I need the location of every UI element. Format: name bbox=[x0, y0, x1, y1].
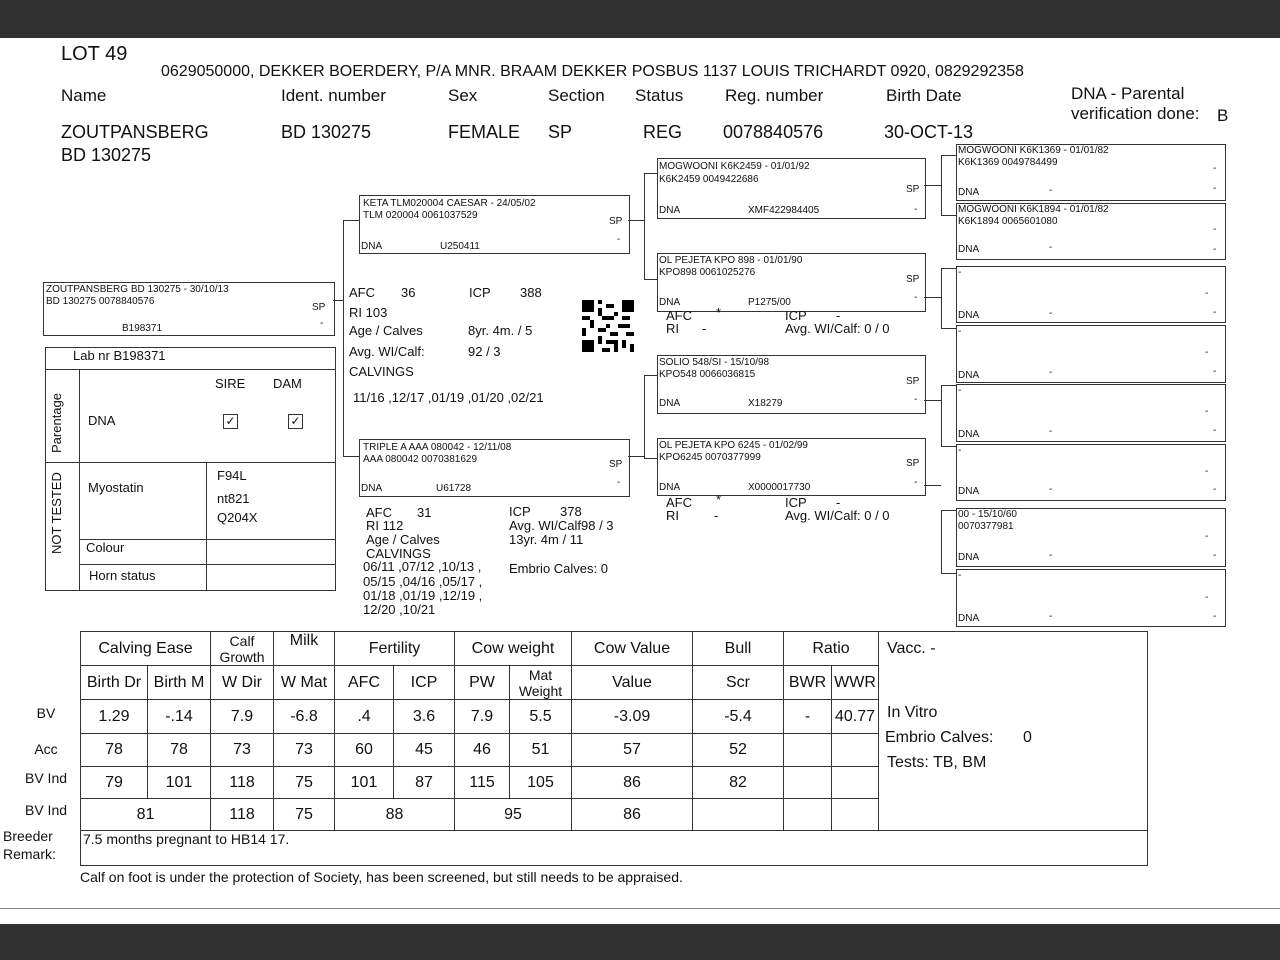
acc-cell: 78 bbox=[81, 734, 148, 767]
dam-age-value: 13yr. 4m / 11 bbox=[509, 532, 584, 547]
lab-sire-header: SIRE bbox=[215, 376, 246, 391]
gp2-afc-value: * bbox=[716, 492, 722, 507]
acc-cell: 60 bbox=[335, 734, 394, 767]
row-label-acc: Acc bbox=[34, 741, 58, 757]
pedigree-line bbox=[941, 446, 956, 447]
side-panel bbox=[878, 631, 1148, 832]
gp2-afc-label: AFC bbox=[666, 495, 692, 510]
pedigree-line bbox=[941, 385, 942, 446]
acc-cell: 73 bbox=[211, 734, 274, 767]
embrio-calves-label: Embrio Calves: bbox=[885, 729, 994, 746]
pedigree-line bbox=[941, 573, 956, 574]
group-cow-value: Cow Value bbox=[572, 632, 693, 666]
header-reg: Reg. number bbox=[725, 86, 824, 105]
in-vitro: In Vitro bbox=[887, 704, 938, 721]
pedigree-line bbox=[644, 173, 657, 174]
ggp-dash: - bbox=[1205, 531, 1209, 542]
pedigree-line bbox=[644, 375, 657, 376]
gp-line1: OL PEJETA KPO 898 - 01/01/90 bbox=[659, 255, 803, 266]
ggp-dash: - bbox=[1213, 224, 1217, 235]
pedigree-line bbox=[333, 300, 343, 301]
gp-dash: - bbox=[914, 292, 918, 303]
colour-label: Colour bbox=[86, 540, 125, 555]
ind2-cell: 95 bbox=[455, 799, 572, 831]
pedigree-line bbox=[644, 458, 657, 459]
ggp-dash: - bbox=[1205, 466, 1209, 477]
ind2-cell: 86 bbox=[572, 799, 693, 831]
gp-sp: SP bbox=[906, 274, 920, 285]
pedigree-line bbox=[343, 456, 359, 457]
group-calving-ease: Calving Ease bbox=[81, 632, 211, 666]
pedigree-line bbox=[924, 297, 941, 298]
gp-sp: SP bbox=[906, 376, 920, 387]
col-w-dir: W Dir bbox=[211, 666, 274, 700]
sire-dna-checkbox: ✓ bbox=[223, 414, 238, 429]
divider bbox=[45, 369, 335, 370]
gp1-ri-label: RI bbox=[666, 321, 679, 336]
ggp-dash: - bbox=[1213, 550, 1217, 561]
grandparent-box bbox=[657, 253, 926, 312]
subject-box bbox=[43, 282, 335, 336]
dam-afc-label: AFC bbox=[366, 505, 392, 520]
owner-line: 0629050000, DEKKER BOERDERY, P/A MNR. BRAAM DEKKER POSBUS 1137 LOUIS TRICHARDT 0920, 0829292358 bbox=[161, 63, 1024, 80]
subject-dash: - bbox=[320, 318, 324, 329]
gp-dash: - bbox=[914, 394, 918, 405]
pedigree-line bbox=[941, 510, 956, 511]
sire-line1: KETA TLM020004 CAESAR - 24/05/02 bbox=[363, 198, 536, 209]
ggp-dna: DNA bbox=[958, 429, 980, 440]
gp1-afc-value: * bbox=[716, 305, 722, 320]
dam-calvings-label: CALVINGS bbox=[366, 546, 431, 561]
pedigree-line bbox=[644, 173, 645, 279]
divider bbox=[79, 564, 335, 565]
subject-line2: BD 130275 0078840576 bbox=[46, 296, 155, 307]
dam-line1: TRIPLE A AAA 080042 - 12/11/08 bbox=[363, 442, 512, 453]
footer-note: Calf on foot is under the protection of Society, has been screened, but still needs to be appraised. bbox=[80, 869, 683, 885]
header-name: Name bbox=[61, 86, 107, 105]
gp-line1: OL PEJETA KPO 6245 - 01/02/99 bbox=[659, 440, 808, 451]
myostatin-label: Myostatin bbox=[88, 480, 144, 495]
breeder-remark: 7.5 months pregnant to HB14 17. bbox=[83, 831, 290, 847]
col-scr: Scr bbox=[693, 666, 784, 700]
lab-dam-header: DAM bbox=[273, 376, 302, 391]
gp-line2: KPO898 0061025276 bbox=[659, 267, 756, 278]
ggp-dna: DNA bbox=[958, 187, 980, 198]
col-afc: AFC bbox=[335, 666, 394, 700]
ind2-cell bbox=[693, 799, 784, 831]
acc-cell: 78 bbox=[148, 734, 211, 767]
dam-dash: - bbox=[617, 477, 621, 488]
ggp-dash: - bbox=[1213, 484, 1217, 495]
header-dna-parental: DNA - Parental bbox=[1071, 84, 1185, 103]
col-icp: ICP bbox=[394, 666, 455, 700]
animal-name-2: BD 130275 bbox=[61, 145, 152, 165]
dam-dna-label: DNA bbox=[361, 483, 383, 494]
bv-cell: 3.6 bbox=[394, 700, 455, 734]
pedigree-line bbox=[941, 328, 956, 329]
ind-cell: 86 bbox=[572, 767, 693, 799]
dam-afc-value: 31 bbox=[417, 505, 432, 520]
pedigree-line bbox=[941, 510, 942, 573]
pedigree-line bbox=[941, 155, 956, 156]
ggp-dna: DNA bbox=[958, 370, 980, 381]
group-ratio: Ratio bbox=[784, 632, 879, 666]
ind2-cell bbox=[784, 799, 832, 831]
ggp-line1: - bbox=[958, 385, 962, 396]
ggp-dash: - bbox=[1205, 406, 1209, 417]
ggp-line2: K6K1369 0049784499 bbox=[958, 157, 1058, 168]
pedigree-line bbox=[941, 215, 956, 216]
gp1-afc-label: AFC bbox=[666, 308, 692, 323]
great-grandparent-box bbox=[956, 444, 1226, 501]
ggp-line1: MOGWOONI K6K1894 - 01/01/82 bbox=[958, 204, 1109, 215]
embrio-calves-value: 0 bbox=[1023, 729, 1032, 746]
ggp-dash: - bbox=[1049, 550, 1053, 561]
dam-icp-value: 378 bbox=[560, 504, 582, 519]
gp1-wi-calf: Avg. WI/Calf: 0 / 0 bbox=[785, 321, 890, 336]
ind2-cell: 88 bbox=[335, 799, 455, 831]
ind-cell: 101 bbox=[148, 767, 211, 799]
col-birth-dr: Birth Dr bbox=[81, 666, 148, 700]
bv-cell: 7.9 bbox=[211, 700, 274, 734]
ind-cell: 75 bbox=[274, 767, 335, 799]
dam-age-label: Age / Calves bbox=[366, 532, 440, 547]
wi-calf-value: 92 / 3 bbox=[468, 344, 501, 359]
group-fertility: Fertility bbox=[335, 632, 455, 666]
row-label-bv: BV bbox=[36, 705, 56, 721]
qr-code-icon bbox=[582, 300, 634, 352]
gp-dna-label: DNA bbox=[659, 205, 681, 216]
grandparent-box bbox=[657, 158, 926, 219]
header-birth: Birth Date bbox=[886, 86, 962, 105]
bv-cell: -3.09 bbox=[572, 700, 693, 734]
breeding-values-table bbox=[80, 631, 879, 831]
ggp-dash: - bbox=[1205, 288, 1209, 299]
col-pw: PW bbox=[455, 666, 510, 700]
divider bbox=[45, 462, 335, 463]
sire-dna: U250411 bbox=[440, 241, 480, 252]
sire-dash: - bbox=[617, 234, 621, 245]
animal-reg: 0078840576 bbox=[723, 122, 824, 142]
gp-dna: X18279 bbox=[748, 398, 783, 409]
bv-cell: .4 bbox=[335, 700, 394, 734]
gp1-icp-value: - bbox=[836, 308, 841, 323]
parentage-label: Parentage bbox=[49, 393, 64, 453]
sire-dna-label: DNA bbox=[361, 241, 383, 252]
animal-ident: BD 130275 bbox=[281, 122, 372, 142]
afc-label: AFC bbox=[349, 285, 375, 300]
subject-line1: ZOUTPANSBERG BD 130275 - 30/10/13 bbox=[46, 284, 229, 295]
dam-calvings-4: 12/20 ,10/21 bbox=[363, 602, 436, 617]
great-grandparent-box bbox=[956, 384, 1226, 442]
ind-cell: 101 bbox=[335, 767, 394, 799]
subject-sp: SP bbox=[312, 302, 326, 313]
ggp-line2: K6K1894 0065601080 bbox=[958, 216, 1058, 227]
ind-cell: 79 bbox=[81, 767, 148, 799]
col-mat-weight: Mat Weight bbox=[510, 666, 572, 700]
dam-calvings-3: 01/18 ,01/19 ,12/19 , bbox=[363, 588, 483, 603]
pedigree-line bbox=[644, 375, 645, 459]
ind-cell bbox=[784, 767, 832, 799]
col-birth-m: Birth M bbox=[148, 666, 211, 700]
gp-sp: SP bbox=[906, 184, 920, 195]
myostatin-f94l: F94L bbox=[217, 468, 247, 483]
remark-label: Remark: bbox=[3, 846, 56, 862]
gp-dash: - bbox=[914, 477, 918, 488]
divider bbox=[206, 462, 207, 590]
bv-cell: -5.4 bbox=[693, 700, 784, 734]
dam-box bbox=[359, 439, 630, 497]
lab-number: Lab nr B198371 bbox=[73, 348, 166, 363]
breeder-label: Breeder bbox=[3, 828, 53, 844]
bv-cell: 1.29 bbox=[81, 700, 148, 734]
calvings-value: 11/16 ,12/17 ,01/19 ,01/20 ,02/21 bbox=[353, 390, 544, 405]
ggp-dash: - bbox=[1049, 611, 1053, 622]
bottom-divider bbox=[0, 908, 1280, 909]
great-grandparent-box bbox=[956, 569, 1226, 627]
remark-box bbox=[80, 830, 1148, 866]
acc-cell: 45 bbox=[394, 734, 455, 767]
col-value: Value bbox=[572, 666, 693, 700]
age-calves-value: 8yr. 4m. / 5 bbox=[468, 323, 533, 338]
gp-line2: KPO6245 0070377999 bbox=[659, 452, 761, 463]
icp-value: 388 bbox=[520, 285, 542, 300]
ggp-dash: - bbox=[1049, 484, 1053, 495]
gp2-icp-label: ICP bbox=[785, 495, 807, 510]
calvings-label: CALVINGS bbox=[349, 364, 414, 379]
ind-cell: 82 bbox=[693, 767, 784, 799]
sire-box bbox=[359, 195, 630, 254]
ind-cell: 115 bbox=[455, 767, 510, 799]
gp-dna-label: DNA bbox=[659, 398, 681, 409]
ind2-cell: 75 bbox=[274, 799, 335, 831]
pedigree-line bbox=[343, 220, 344, 456]
pedigree-line bbox=[941, 268, 956, 269]
acc-cell: 73 bbox=[274, 734, 335, 767]
myostatin-q204x: Q204X bbox=[217, 510, 258, 525]
ggp-line2: 0070377981 bbox=[958, 521, 1014, 532]
ggp-dash: - bbox=[1205, 592, 1209, 603]
ri-value: RI 103 bbox=[349, 305, 388, 320]
grandparent-box bbox=[657, 438, 926, 496]
ggp-dna: DNA bbox=[958, 244, 980, 255]
ggp-dash: - bbox=[1213, 366, 1217, 377]
gp-dna: P1275/00 bbox=[748, 297, 791, 308]
ggp-line1: - bbox=[958, 570, 962, 581]
dam-calvings-2: 05/15 ,04/16 ,05/17 , bbox=[363, 574, 483, 589]
bv-cell: -.14 bbox=[148, 700, 211, 734]
animal-name: ZOUTPANSBERG bbox=[61, 122, 209, 142]
afc-value: 36 bbox=[401, 285, 416, 300]
gp-dna: X0000017730 bbox=[748, 482, 811, 493]
dna-verification-value: B bbox=[1217, 106, 1229, 125]
gp-dna-label: DNA bbox=[659, 297, 681, 308]
ind-cell: 87 bbox=[394, 767, 455, 799]
acc-cell bbox=[784, 734, 832, 767]
gp2-ri-label: RI bbox=[666, 508, 679, 523]
col-bwr: BWR bbox=[784, 666, 832, 700]
header-dna-verification: verification done: bbox=[1071, 104, 1200, 123]
pedigree-line bbox=[941, 155, 942, 215]
ggp-dash: - bbox=[1049, 367, 1053, 378]
animal-section: SP bbox=[548, 122, 573, 142]
age-calves-label: Age / Calves bbox=[349, 323, 423, 338]
ggp-line1: - bbox=[958, 326, 962, 337]
ind-cell: 118 bbox=[211, 767, 274, 799]
animal-birth: 30-OCT-13 bbox=[884, 122, 974, 142]
pedigree-line bbox=[924, 400, 941, 401]
not-tested-label: NOT TESTED bbox=[49, 472, 64, 554]
acc-cell: 46 bbox=[455, 734, 510, 767]
col-wwr: WWR bbox=[832, 666, 879, 700]
ggp-dash: - bbox=[1213, 425, 1217, 436]
bv-cell: -6.8 bbox=[274, 700, 335, 734]
ggp-dash: - bbox=[1049, 242, 1053, 253]
ggp-line1: - bbox=[958, 445, 962, 456]
gp1-icp-label: ICP bbox=[785, 308, 807, 323]
dam-calvings-1: 06/11 ,07/12 ,10/13 , bbox=[363, 559, 482, 574]
ggp-dash: - bbox=[1049, 185, 1053, 196]
lab-dna-label: DNA bbox=[88, 413, 116, 428]
ggp-dna: DNA bbox=[958, 310, 980, 321]
dam-line2: AAA 080042 0070381629 bbox=[363, 454, 477, 465]
myostatin-nt821: nt821 bbox=[217, 491, 250, 506]
great-grandparent-box bbox=[956, 325, 1226, 383]
dam-dna-checkbox: ✓ bbox=[288, 414, 303, 429]
ggp-dash: - bbox=[1049, 308, 1053, 319]
gp-line2: KPO548 0066036815 bbox=[659, 369, 756, 380]
gp-sp: SP bbox=[906, 458, 920, 469]
pedigree-line bbox=[628, 456, 644, 457]
animal-sex: FEMALE bbox=[448, 122, 521, 142]
pedigree-line bbox=[941, 385, 956, 386]
gp2-wi-calf: Avg. WI/Calf: 0 / 0 bbox=[785, 508, 890, 523]
gp-line1: MOGWOONI K6K2459 - 01/01/92 bbox=[659, 161, 810, 172]
ggp-line1: - bbox=[958, 267, 962, 278]
ind-cell bbox=[832, 767, 879, 799]
gp1-ri-value: - bbox=[702, 321, 707, 336]
animal-status: REG bbox=[643, 122, 683, 142]
great-grandparent-box bbox=[956, 508, 1226, 567]
ggp-dna: DNA bbox=[958, 552, 980, 563]
sire-sp: SP bbox=[609, 216, 623, 227]
group-bull: Bull bbox=[693, 632, 784, 666]
header-status: Status bbox=[635, 86, 684, 105]
gp2-icp-value: - bbox=[836, 495, 841, 510]
dam-wi-calf: Avg. WI/Calf98 / 3 bbox=[509, 518, 614, 533]
gp-line2: K6K2459 0049422686 bbox=[659, 174, 759, 185]
top-bar bbox=[0, 0, 1280, 38]
bv-cell: 5.5 bbox=[510, 700, 572, 734]
ggp-dna: DNA bbox=[958, 486, 980, 497]
header-section: Section bbox=[548, 86, 605, 105]
subject-dna: B198371 bbox=[122, 323, 163, 334]
pedigree-line bbox=[628, 220, 644, 221]
group-cow-weight: Cow weight bbox=[455, 632, 572, 666]
gp-dna-label: DNA bbox=[659, 482, 681, 493]
vacc: Vacc. - bbox=[887, 640, 936, 657]
ggp-dash: - bbox=[1213, 183, 1217, 194]
acc-cell: 51 bbox=[510, 734, 572, 767]
ggp-dash: - bbox=[1205, 347, 1209, 358]
header-sex: Sex bbox=[448, 86, 478, 105]
dam-icp-label: ICP bbox=[509, 504, 531, 519]
dam-embrio-calves: Embrio Calves: 0 bbox=[509, 561, 608, 576]
pedigree-line bbox=[924, 485, 941, 486]
ind2-cell bbox=[832, 799, 879, 831]
great-grandparent-box bbox=[956, 144, 1226, 201]
sire-line2: TLM 020004 0061037529 bbox=[363, 210, 478, 221]
dam-sp: SP bbox=[609, 459, 623, 470]
great-grandparent-box bbox=[956, 266, 1226, 323]
acc-cell: 57 bbox=[572, 734, 693, 767]
horn-status-label: Horn status bbox=[89, 568, 156, 583]
ggp-line1: MOGWOONI K6K1369 - 01/01/82 bbox=[958, 145, 1109, 156]
icp-label: ICP bbox=[469, 285, 491, 300]
row-label-bv-ind-2: BV Ind bbox=[24, 802, 68, 818]
great-grandparent-box bbox=[956, 203, 1226, 260]
col-w-mat: W Mat bbox=[274, 666, 335, 700]
gp-line1: SOLIO 548/SI - 15/10/98 bbox=[659, 357, 770, 368]
grandparent-box bbox=[657, 355, 926, 414]
pedigree-line bbox=[924, 185, 941, 186]
ind2-cell: 81 bbox=[81, 799, 211, 831]
dam-ri: RI 112 bbox=[366, 518, 404, 533]
bv-cell: 40.77 bbox=[832, 700, 879, 734]
tests: Tests: TB, BM bbox=[887, 754, 987, 771]
ggp-dash: - bbox=[1049, 426, 1053, 437]
acc-cell bbox=[832, 734, 879, 767]
ggp-dash: - bbox=[1213, 163, 1217, 174]
bottom-bar bbox=[0, 924, 1280, 960]
pedigree-line bbox=[343, 220, 359, 221]
lot-number: LOT 49 bbox=[61, 43, 128, 65]
group-calf-growth: Calf Growth bbox=[211, 632, 274, 666]
ggp-dash: - bbox=[1213, 307, 1217, 318]
ggp-dash: - bbox=[1213, 611, 1217, 622]
row-label-bv-ind: BV Ind bbox=[24, 770, 68, 786]
bv-cell: 7.9 bbox=[455, 700, 510, 734]
ggp-dash: - bbox=[1213, 244, 1217, 255]
pedigree-line bbox=[941, 268, 942, 328]
ggp-line1: 00 - 15/10/60 bbox=[958, 509, 1017, 520]
ind2-cell: 118 bbox=[211, 799, 274, 831]
dam-dna: U61728 bbox=[436, 483, 472, 494]
bv-cell: - bbox=[784, 700, 832, 734]
acc-cell: 52 bbox=[693, 734, 784, 767]
divider bbox=[79, 369, 80, 590]
group-milk: Milk bbox=[274, 632, 335, 666]
ind-cell: 105 bbox=[510, 767, 572, 799]
gp2-ri-value: - bbox=[714, 508, 719, 523]
gp-dash: - bbox=[914, 204, 918, 215]
gp-dna: XMF422984405 bbox=[748, 205, 820, 216]
wi-calf-label: Avg. WI/Calf: bbox=[349, 344, 425, 359]
ggp-dna: DNA bbox=[958, 613, 980, 624]
pedigree-line bbox=[644, 279, 657, 280]
header-ident: Ident. number bbox=[281, 86, 386, 105]
